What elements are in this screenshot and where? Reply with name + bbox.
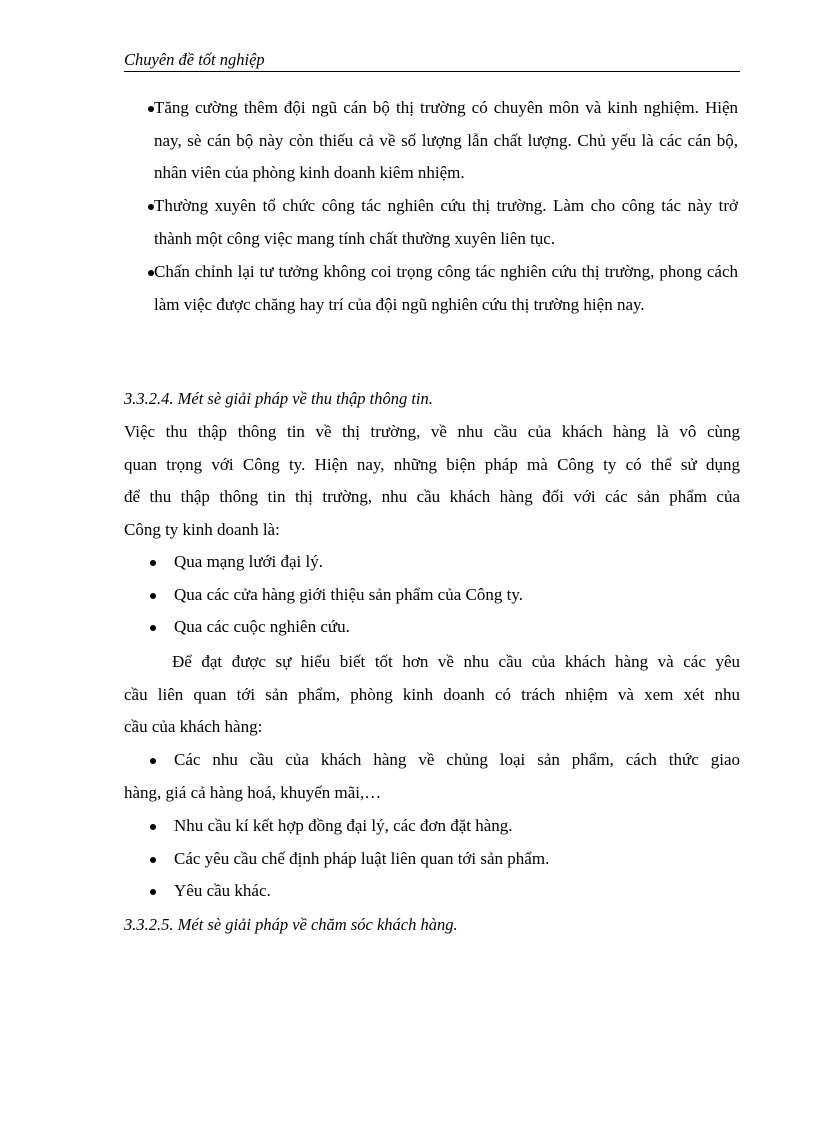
list-item-text: Yêu cầu khác. bbox=[174, 881, 271, 900]
section-heading: 3.3.2.5. Mét sè giải pháp về chăm sóc khách hàng. bbox=[124, 915, 458, 934]
list-item bbox=[0, 546, 816, 579]
bullet-item bbox=[0, 256, 816, 321]
bullet-icon bbox=[150, 560, 156, 566]
paragraph-line: quan trọng với Công ty. Hiện nay, những biện pháp mà Công ty có thể sử dụng bbox=[124, 454, 740, 474]
list-item-text: Các yêu cầu chế định pháp luật liên quan tới sản phẩm. bbox=[174, 848, 550, 868]
bullet-icon bbox=[150, 824, 156, 830]
section-heading: 3.3.2.4. Mét sè giải pháp về thu thập thông tin. bbox=[124, 389, 433, 408]
paragraph-line: Việc thu thập thông tin về thị trường, về nhu cầu của khách hàng là vô cùng bbox=[124, 422, 740, 441]
paragraph-line: cầu của khách hàng: bbox=[124, 717, 263, 736]
bullet-list bbox=[0, 546, 816, 644]
page-header bbox=[124, 50, 740, 72]
bullet-icon bbox=[148, 106, 154, 112]
paragraph bbox=[124, 416, 740, 546]
bullet-icon bbox=[150, 758, 156, 764]
paragraph-line: cầu liên quan tới sản phẩm, phòng kinh doanh có trách nhiệm và xem xét nhu bbox=[124, 684, 740, 704]
list-item bbox=[0, 875, 816, 908]
paragraph-line: Công ty kinh doanh là: bbox=[124, 519, 280, 539]
bullet-text: Thường xuyên tổ chức công tác nghiên cứu thị trường. Làm cho công tác này trở thành một công việc mang tính chất thường xuyên liên tục. bbox=[154, 196, 738, 248]
bullet-icon bbox=[150, 889, 156, 895]
bullet-icon bbox=[148, 270, 154, 276]
list-item bbox=[0, 579, 816, 612]
wrapped-bullet bbox=[124, 744, 740, 809]
bullet-icon bbox=[148, 204, 154, 210]
list-item-text: Qua các cuộc nghiên cứu. bbox=[174, 617, 350, 636]
paragraph-line: Để đạt được sự hiểu biết tốt hơn về nhu cầu của khách hàng và các yêu bbox=[172, 652, 740, 671]
list-item bbox=[0, 611, 816, 644]
bullet-item bbox=[0, 92, 816, 190]
list-item bbox=[124, 744, 740, 777]
list-item bbox=[0, 810, 816, 843]
bullet-text: Tăng cường thêm đội ngũ cán bộ thị trường có chuyên môn và kinh nghiệm. Hiện nay, sè cán bộ này còn thiếu cả về số lượng lẫn chất lượng. Chủ yếu là các cán bộ, nhân viên của phòng kinh doanh kiêm nhiệm. bbox=[154, 98, 738, 182]
header-title: Chuyên đề tốt nghiệp bbox=[124, 50, 265, 69]
list-item bbox=[0, 843, 816, 876]
bullet-item bbox=[0, 190, 816, 255]
bullet-list bbox=[0, 810, 816, 908]
paragraph bbox=[124, 646, 740, 744]
bullet-icon bbox=[150, 593, 156, 599]
list-item-text: Nhu cầu kí kết hợp đồng đại lý, các đơn đặt hàng. bbox=[174, 816, 513, 835]
list-item-continuation: hàng, giá cả hàng hoá, khuyến mãi,… bbox=[124, 782, 382, 802]
list-item-text: Các nhu cầu của khách hàng về chủng loại sản phẩm, cách thức giao bbox=[174, 750, 740, 769]
bullet-icon bbox=[150, 625, 156, 631]
list-item-text: Qua mạng lưới đại lý. bbox=[174, 552, 323, 571]
paragraph-line: để thu thập thông tin thị trường, nhu cầu khách hàng đối với các sản phẩm của bbox=[124, 487, 740, 506]
bullet-icon bbox=[150, 857, 156, 863]
list-item-text: Qua các cửa hàng giới thiệu sản phẩm của Công ty. bbox=[174, 584, 523, 604]
bullet-text: Chấn chỉnh lại tư tưởng không coi trọng công tác nghiên cứu thị trường, phong cách làm việc được chăng hay trí của đội ngũ nghiên cứu thị trường hiện nay. bbox=[154, 262, 738, 314]
